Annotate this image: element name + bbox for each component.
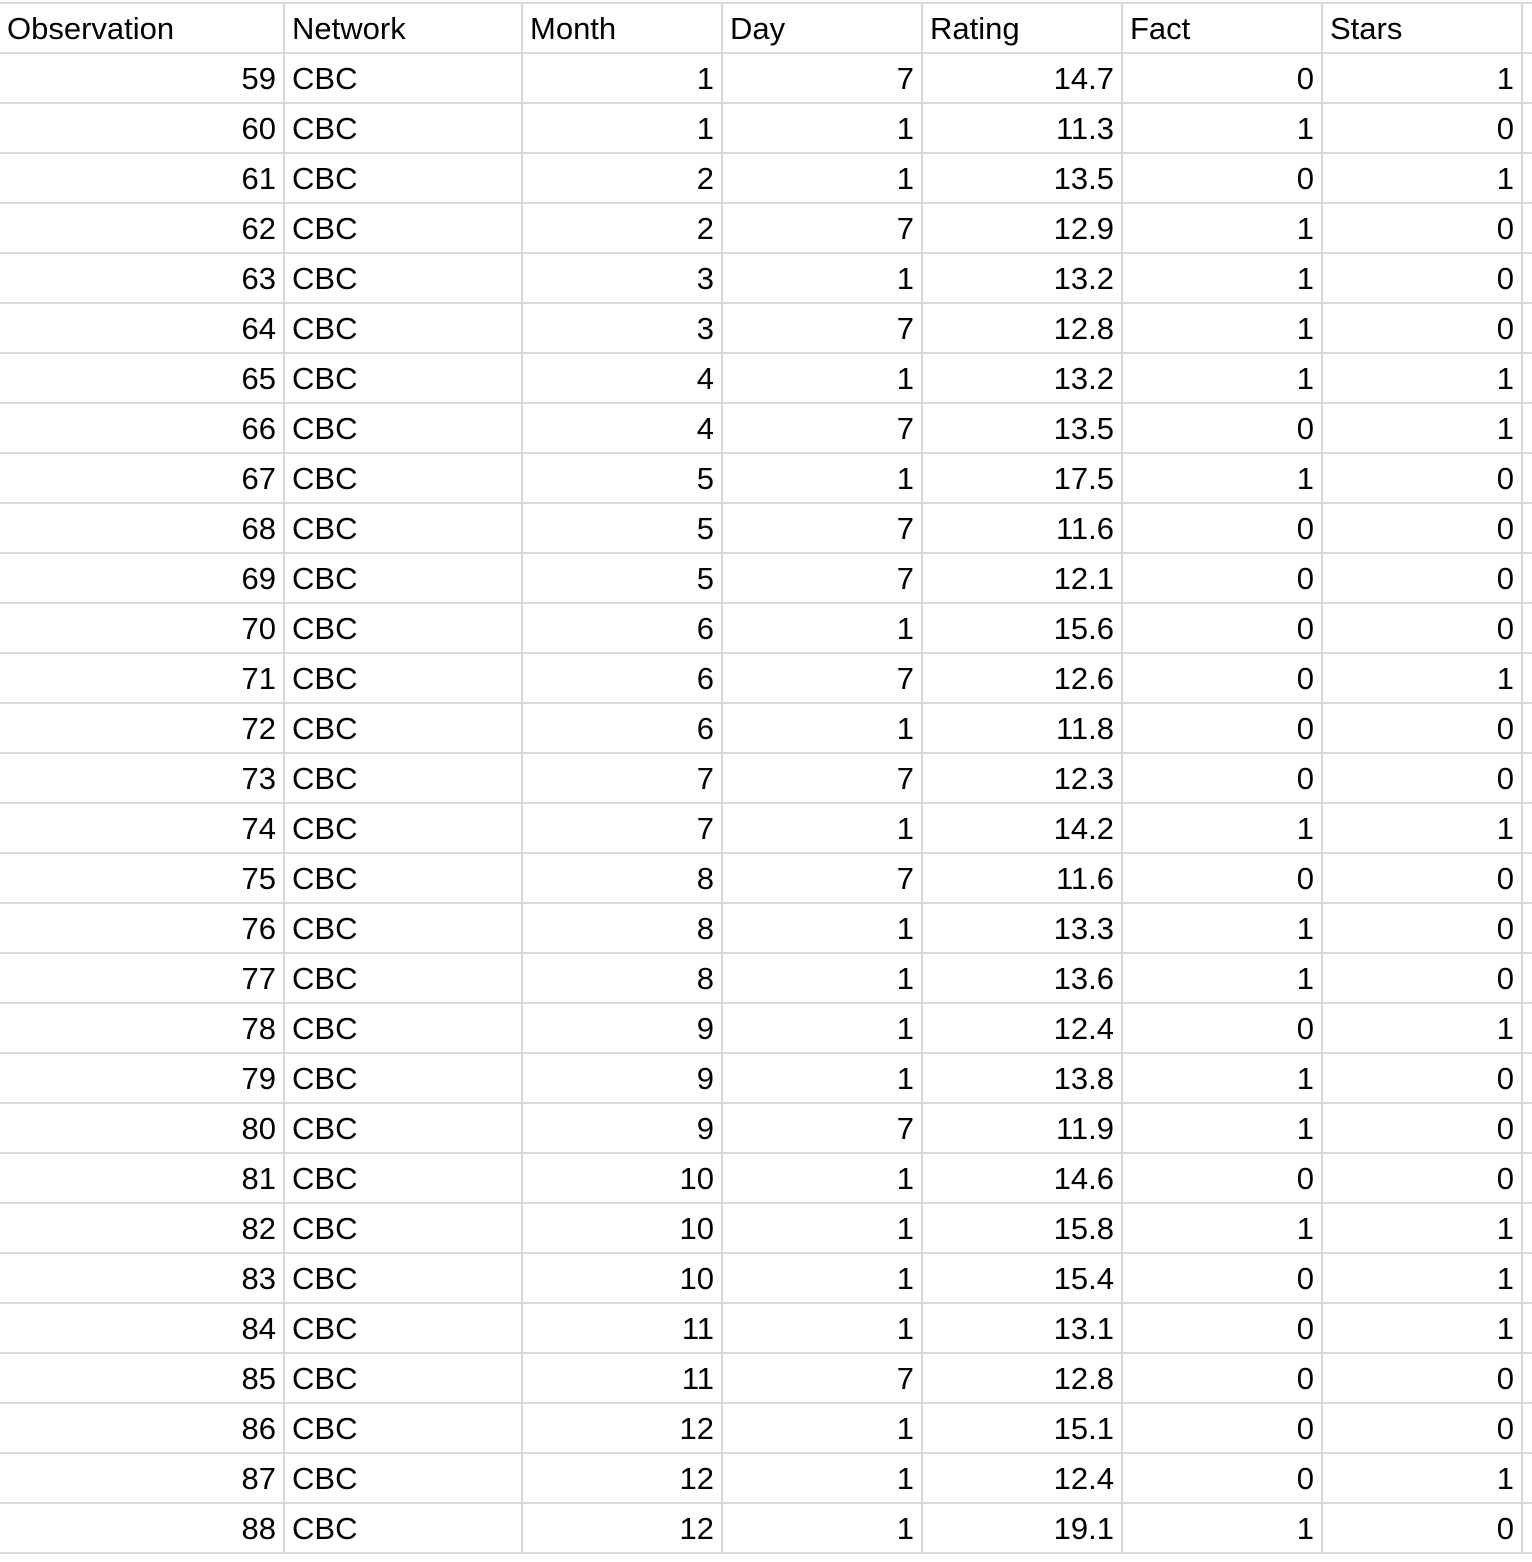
cell-stars[interactable]: 1 [1323,1004,1523,1052]
cell-stars[interactable]: 1 [1323,154,1523,202]
empty-cell[interactable] [1523,4,1532,52]
cell-observation[interactable]: 86 [0,1404,285,1452]
cell-rating[interactable]: 11.3 [923,104,1123,152]
cell-month[interactable]: 5 [523,554,723,602]
cell-network[interactable]: CBC [285,854,523,902]
table-row [0,804,1532,854]
cell-rating[interactable]: 12.6 [923,654,1123,702]
cell-stars[interactable]: 1 [1323,804,1523,852]
empty-cell[interactable] [1523,154,1532,202]
cell-rating[interactable]: 13.6 [923,954,1123,1002]
cell-stars[interactable]: 1 [1323,404,1523,452]
cell-stars[interactable]: 1 [1323,1204,1523,1252]
cell-stars[interactable]: 1 [1323,1454,1523,1502]
cell-month[interactable]: 2 [523,154,723,202]
cell-day[interactable]: 1 [723,1254,923,1302]
cell-network[interactable]: CBC [285,704,523,752]
cell-month[interactable]: 6 [523,704,723,752]
header-day[interactable]: Day [723,4,923,52]
table-row [0,254,1532,304]
cell-day[interactable]: 1 [723,1204,923,1252]
empty-cell[interactable] [1523,1004,1532,1052]
cell-fact[interactable]: 1 [1123,1204,1323,1252]
cell-network[interactable]: CBC [285,254,523,302]
cell-observation[interactable]: 68 [0,504,285,552]
cell-network[interactable]: CBC [285,654,523,702]
cell-stars[interactable]: 0 [1323,104,1523,152]
cell-observation[interactable]: 87 [0,1454,285,1502]
header-stars[interactable]: Stars [1323,4,1523,52]
empty-cell[interactable] [1523,1404,1532,1452]
cell-stars[interactable]: 0 [1323,1104,1523,1152]
empty-cell[interactable] [1523,804,1532,852]
cell-observation[interactable]: 88 [0,1504,285,1552]
cell-month[interactable]: 10 [523,1204,723,1252]
cell-stars[interactable]: 0 [1323,254,1523,302]
cell-day[interactable]: 7 [723,304,923,352]
cell-day[interactable]: 1 [723,1504,923,1552]
empty-cell[interactable] [1523,1154,1532,1202]
cell-stars[interactable]: 0 [1323,1354,1523,1402]
table-row [0,1454,1532,1504]
cell-day[interactable]: 7 [723,1104,923,1152]
cell-month[interactable]: 12 [523,1454,723,1502]
cell-network[interactable]: CBC [285,454,523,502]
empty-cell[interactable] [1523,704,1532,752]
cell-stars[interactable]: 0 [1323,1154,1523,1202]
cell-observation[interactable]: 80 [0,1104,285,1152]
cell-rating[interactable]: 15.6 [923,604,1123,652]
cell-fact[interactable]: 1 [1123,904,1323,952]
cell-rating[interactable]: 13.2 [923,254,1123,302]
table-row [0,1404,1532,1454]
cell-rating[interactable]: 13.8 [923,1054,1123,1102]
cell-day[interactable]: 7 [723,504,923,552]
table-row [0,504,1532,554]
cell-observation[interactable]: 61 [0,154,285,202]
cell-observation[interactable]: 74 [0,804,285,852]
cell-fact[interactable]: 0 [1123,604,1323,652]
cell-day[interactable]: 1 [723,804,923,852]
cell-day[interactable]: 1 [723,604,923,652]
cell-fact[interactable]: 0 [1123,1354,1323,1402]
cell-rating[interactable]: 13.2 [923,354,1123,402]
cell-network[interactable]: CBC [285,804,523,852]
header-observation[interactable]: Observation [0,4,285,52]
cell-network[interactable]: CBC [285,1154,523,1202]
empty-cell[interactable] [1523,404,1532,452]
cell-rating[interactable]: 12.8 [923,1354,1123,1402]
empty-cell[interactable] [1523,1254,1532,1302]
cell-fact[interactable]: 1 [1123,104,1323,152]
cell-network[interactable]: CBC [285,1204,523,1252]
table-row [0,1054,1532,1104]
cell-network[interactable]: CBC [285,554,523,602]
empty-cell[interactable] [1523,1204,1532,1252]
cell-rating[interactable]: 12.4 [923,1454,1123,1502]
cell-network[interactable]: CBC [285,354,523,402]
cell-observation[interactable]: 75 [0,854,285,902]
table-row [0,354,1532,404]
cell-day[interactable]: 1 [723,1154,923,1202]
cell-observation[interactable]: 62 [0,204,285,252]
cell-fact[interactable]: 0 [1123,754,1323,802]
cell-network[interactable]: CBC [285,404,523,452]
cell-day[interactable]: 1 [723,1404,923,1452]
empty-cell[interactable] [1523,904,1532,952]
table-row [0,454,1532,504]
empty-cell[interactable] [1523,1104,1532,1152]
cell-stars[interactable]: 0 [1323,304,1523,352]
cell-stars[interactable]: 1 [1323,654,1523,702]
cell-network[interactable]: CBC [285,304,523,352]
cell-observation[interactable]: 85 [0,1354,285,1402]
cell-fact[interactable]: 1 [1123,804,1323,852]
cell-fact[interactable]: 0 [1123,404,1323,452]
cell-day[interactable]: 7 [723,54,923,102]
cell-rating[interactable]: 13.5 [923,154,1123,202]
table-row [0,104,1532,154]
cell-fact[interactable]: 1 [1123,454,1323,502]
table-row [0,54,1532,104]
cell-rating[interactable]: 13.3 [923,904,1123,952]
cell-stars[interactable]: 0 [1323,554,1523,602]
header-network[interactable]: Network [285,4,523,52]
table-row [0,854,1532,904]
cell-fact[interactable]: 0 [1123,1254,1323,1302]
header-month[interactable]: Month [523,4,723,52]
cell-observation[interactable]: 78 [0,1004,285,1052]
cell-stars[interactable]: 0 [1323,854,1523,902]
cell-stars[interactable]: 1 [1323,1304,1523,1352]
cell-day[interactable]: 1 [723,354,923,402]
cell-stars[interactable]: 1 [1323,54,1523,102]
empty-cell[interactable] [1523,854,1532,902]
cell-network[interactable]: CBC [285,54,523,102]
cell-fact[interactable]: 0 [1123,154,1323,202]
table-row [0,1354,1532,1404]
cell-month[interactable]: 11 [523,1354,723,1402]
cell-rating[interactable]: 11.6 [923,854,1123,902]
empty-cell[interactable] [1523,504,1532,552]
cell-observation[interactable]: 77 [0,954,285,1002]
cell-stars[interactable]: 0 [1323,754,1523,802]
cell-rating[interactable]: 15.8 [923,1204,1123,1252]
cell-month[interactable]: 1 [523,104,723,152]
cell-observation[interactable]: 60 [0,104,285,152]
empty-cell[interactable] [1523,304,1532,352]
cell-rating[interactable]: 13.5 [923,404,1123,452]
cell-stars[interactable]: 0 [1323,1054,1523,1102]
cell-month[interactable]: 8 [523,954,723,1002]
cell-observation[interactable]: 65 [0,354,285,402]
empty-cell[interactable] [1523,954,1532,1002]
table-row [0,604,1532,654]
cell-observation[interactable]: 71 [0,654,285,702]
cell-fact[interactable]: 0 [1123,1304,1323,1352]
cell-network[interactable]: CBC [285,504,523,552]
cell-observation[interactable]: 59 [0,54,285,102]
header-rating[interactable]: Rating [923,4,1123,52]
cell-day[interactable]: 1 [723,954,923,1002]
cell-day[interactable]: 7 [723,654,923,702]
table-row [0,1204,1532,1254]
cell-observation[interactable]: 76 [0,904,285,952]
cell-fact[interactable]: 1 [1123,204,1323,252]
cell-rating[interactable]: 12.8 [923,304,1123,352]
cell-network[interactable]: CBC [285,1454,523,1502]
empty-cell[interactable] [1523,1454,1532,1502]
cell-day[interactable]: 1 [723,104,923,152]
table-row [0,1004,1532,1054]
table-row [0,204,1532,254]
cell-day[interactable]: 1 [723,1454,923,1502]
cell-observation[interactable]: 72 [0,704,285,752]
cell-day[interactable]: 7 [723,204,923,252]
table-row [0,154,1532,204]
cell-fact[interactable]: 1 [1123,1054,1323,1102]
cell-observation[interactable]: 69 [0,554,285,602]
data-rows [0,54,1532,1554]
cell-month[interactable]: 3 [523,254,723,302]
cell-month[interactable]: 12 [523,1404,723,1452]
cell-day[interactable]: 7 [723,1354,923,1402]
table-row [0,304,1532,354]
cell-observation[interactable]: 64 [0,304,285,352]
table-row [0,654,1532,704]
cell-network[interactable]: CBC [285,954,523,1002]
cell-month[interactable]: 7 [523,754,723,802]
cell-fact[interactable]: 0 [1123,704,1323,752]
cell-observation[interactable]: 83 [0,1254,285,1302]
table-row [0,954,1532,1004]
cell-network[interactable]: CBC [285,904,523,952]
header-row [0,4,1532,54]
cell-rating[interactable]: 11.9 [923,1104,1123,1152]
header-fact[interactable]: Fact [1123,4,1323,52]
empty-cell[interactable] [1523,254,1532,302]
cell-fact[interactable]: 0 [1123,854,1323,902]
cell-network[interactable]: CBC [285,154,523,202]
empty-cell[interactable] [1523,1354,1532,1402]
cell-month[interactable]: 4 [523,404,723,452]
cell-network[interactable]: CBC [285,604,523,652]
cell-rating[interactable]: 14.7 [923,54,1123,102]
table-row [0,404,1532,454]
cell-month[interactable]: 2 [523,204,723,252]
empty-cell[interactable] [1523,1504,1532,1552]
cell-day[interactable]: 1 [723,1054,923,1102]
cell-month[interactable]: 3 [523,304,723,352]
cell-rating[interactable]: 13.1 [923,1304,1123,1352]
cell-stars[interactable]: 1 [1323,1254,1523,1302]
cell-month[interactable]: 7 [523,804,723,852]
cell-fact[interactable]: 1 [1123,1504,1323,1552]
cell-network[interactable]: CBC [285,754,523,802]
table-row [0,554,1532,604]
table-row [0,1254,1532,1304]
table-row [0,1304,1532,1354]
cell-day[interactable]: 1 [723,154,923,202]
cell-stars[interactable]: 0 [1323,204,1523,252]
cell-month[interactable]: 10 [523,1254,723,1302]
cell-stars[interactable]: 0 [1323,604,1523,652]
cell-month[interactable]: 10 [523,1154,723,1202]
cell-month[interactable]: 12 [523,1504,723,1552]
cell-fact[interactable]: 0 [1123,54,1323,102]
cell-fact[interactable]: 0 [1123,554,1323,602]
cell-month[interactable]: 6 [523,654,723,702]
cell-rating[interactable]: 15.4 [923,1254,1123,1302]
cell-fact[interactable]: 0 [1123,1454,1323,1502]
cell-network[interactable]: CBC [285,1004,523,1052]
table-row [0,904,1532,954]
cell-fact[interactable]: 1 [1123,1104,1323,1152]
cell-stars[interactable]: 0 [1323,704,1523,752]
cell-stars[interactable]: 0 [1323,504,1523,552]
cell-rating[interactable]: 11.6 [923,504,1123,552]
empty-cell[interactable] [1523,754,1532,802]
cell-observation[interactable]: 81 [0,1154,285,1202]
cell-network[interactable]: CBC [285,1054,523,1102]
cell-fact[interactable]: 1 [1123,954,1323,1002]
cell-rating[interactable]: 19.1 [923,1504,1123,1552]
table-row [0,1504,1532,1554]
cell-network[interactable]: CBC [285,1354,523,1402]
cell-month[interactable]: 9 [523,1104,723,1152]
cell-rating[interactable]: 12.4 [923,1004,1123,1052]
table-row [0,754,1532,804]
cell-rating[interactable]: 12.9 [923,204,1123,252]
cell-month[interactable]: 6 [523,604,723,652]
empty-cell[interactable] [1523,654,1532,702]
cell-fact[interactable]: 1 [1123,354,1323,402]
cell-month[interactable]: 8 [523,904,723,952]
empty-cell[interactable] [1523,454,1532,502]
cell-observation[interactable]: 67 [0,454,285,502]
table-row [0,1154,1532,1204]
cell-month[interactable]: 4 [523,354,723,402]
cell-rating[interactable]: 14.6 [923,1154,1123,1202]
cell-rating[interactable]: 12.3 [923,754,1123,802]
cell-observation[interactable]: 84 [0,1304,285,1352]
cell-observation[interactable]: 70 [0,604,285,652]
cell-day[interactable]: 7 [723,554,923,602]
spreadsheet-grid [0,4,1532,1554]
cell-month[interactable]: 5 [523,454,723,502]
cell-network[interactable]: CBC [285,104,523,152]
cell-network[interactable]: CBC [285,1404,523,1452]
cell-stars[interactable]: 0 [1323,954,1523,1002]
cell-day[interactable]: 7 [723,754,923,802]
empty-cell[interactable] [1523,1304,1532,1352]
cell-fact[interactable]: 0 [1123,654,1323,702]
cell-month[interactable]: 5 [523,504,723,552]
cell-day[interactable]: 1 [723,704,923,752]
cell-observation[interactable]: 82 [0,1204,285,1252]
cell-rating[interactable]: 11.8 [923,704,1123,752]
cell-fact[interactable]: 0 [1123,1154,1323,1202]
cell-day[interactable]: 1 [723,904,923,952]
cell-month[interactable]: 8 [523,854,723,902]
table-row [0,1104,1532,1154]
cell-month[interactable]: 1 [523,54,723,102]
empty-cell[interactable] [1523,354,1532,402]
cell-observation[interactable]: 73 [0,754,285,802]
cell-network[interactable]: CBC [285,1504,523,1552]
cell-fact[interactable]: 1 [1123,304,1323,352]
cell-network[interactable]: CBC [285,1304,523,1352]
empty-cell[interactable] [1523,104,1532,152]
cell-rating[interactable]: 12.1 [923,554,1123,602]
cell-network[interactable]: CBC [285,1254,523,1302]
cell-rating[interactable]: 14.2 [923,804,1123,852]
table-row [0,704,1532,754]
empty-cell[interactable] [1523,1054,1532,1102]
cell-day[interactable]: 1 [723,254,923,302]
cell-day[interactable]: 7 [723,404,923,452]
cell-stars[interactable]: 1 [1323,354,1523,402]
cell-fact[interactable]: 0 [1123,1404,1323,1452]
empty-cell[interactable] [1523,604,1532,652]
cell-network[interactable]: CBC [285,1104,523,1152]
cell-stars[interactable]: 0 [1323,1504,1523,1552]
cell-stars[interactable]: 0 [1323,1404,1523,1452]
cell-fact[interactable]: 0 [1123,1004,1323,1052]
cell-month[interactable]: 11 [523,1304,723,1352]
cell-stars[interactable]: 0 [1323,454,1523,502]
cell-observation[interactable]: 66 [0,404,285,452]
cell-day[interactable]: 7 [723,854,923,902]
cell-observation[interactable]: 63 [0,254,285,302]
empty-cell[interactable] [1523,204,1532,252]
cell-day[interactable]: 1 [723,454,923,502]
cell-stars[interactable]: 0 [1323,904,1523,952]
cell-month[interactable]: 9 [523,1054,723,1102]
cell-fact[interactable]: 1 [1123,254,1323,302]
cell-day[interactable]: 1 [723,1004,923,1052]
cell-observation[interactable]: 79 [0,1054,285,1102]
cell-day[interactable]: 1 [723,1304,923,1352]
cell-network[interactable]: CBC [285,204,523,252]
cell-rating[interactable]: 17.5 [923,454,1123,502]
cell-rating[interactable]: 15.1 [923,1404,1123,1452]
cell-fact[interactable]: 0 [1123,504,1323,552]
empty-cell[interactable] [1523,554,1532,602]
cell-month[interactable]: 9 [523,1004,723,1052]
empty-cell[interactable] [1523,54,1532,102]
